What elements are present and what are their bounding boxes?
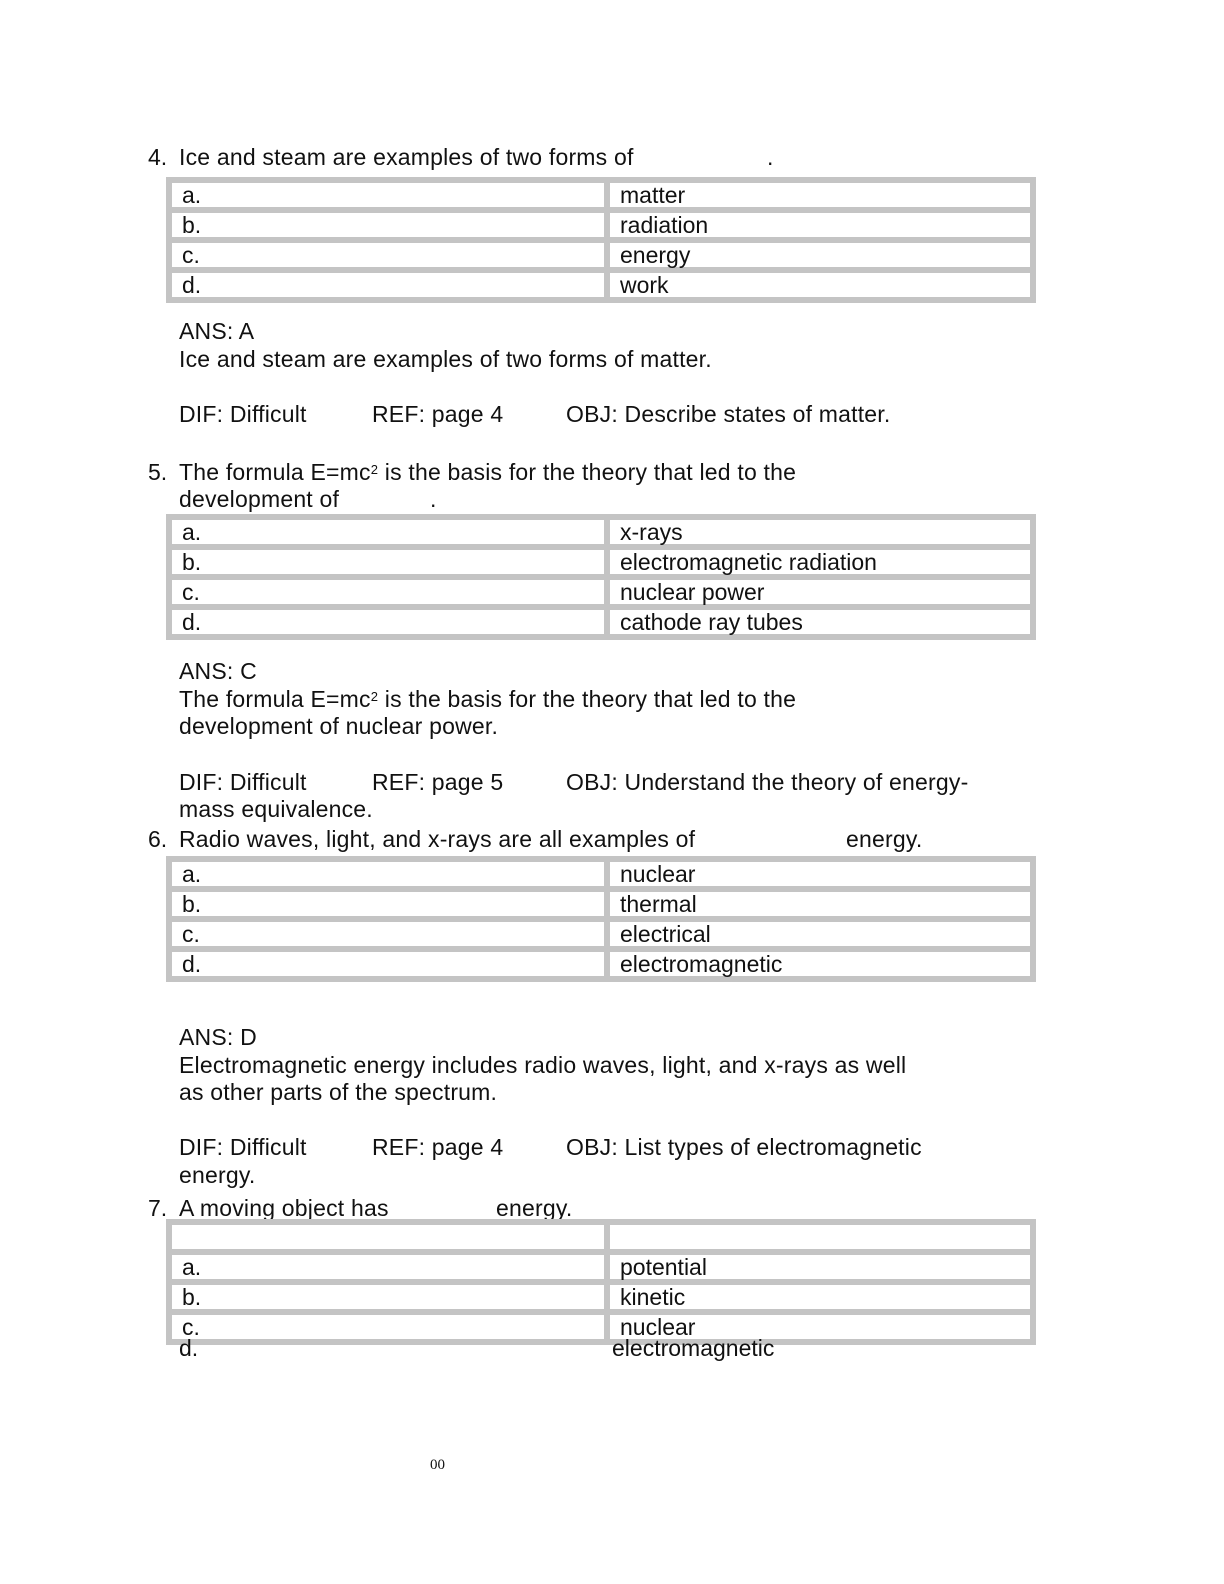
choice-letter: a. [169, 517, 607, 547]
page-reference: REF: page 4 [372, 1134, 504, 1160]
answer-key: ANS: C [179, 658, 257, 684]
choice-row [169, 949, 1033, 979]
choice-letter: b. [169, 889, 607, 919]
choice-row [169, 859, 1033, 889]
choice-row [169, 210, 1033, 240]
choice-row [169, 1312, 1033, 1342]
choice-text: potential [607, 1252, 1033, 1282]
question-stem-line2: development of [179, 486, 340, 512]
question-stem-end: . [767, 144, 774, 170]
choice-text: thermal [607, 889, 1033, 919]
choices-table [166, 1219, 1036, 1345]
choice-text: nuclear [607, 1312, 1033, 1342]
choice-text: nuclear [607, 859, 1033, 889]
objective: OBJ: Understand the theory of energy- [566, 769, 969, 795]
choice-row [169, 1252, 1033, 1282]
choice-row [169, 517, 1033, 547]
answer-explanation-line2: development of nuclear power. [179, 713, 499, 739]
choices-table [166, 856, 1036, 982]
choice-letter: b. [169, 1282, 607, 1312]
question-stem: Radio waves, light, and x-rays are all examples of [179, 826, 696, 852]
choice-text: nuclear power [607, 577, 1033, 607]
question-stem: Ice and steam are examples of two forms of [179, 144, 634, 170]
question-stem-end: energy. [496, 1195, 573, 1221]
answer-key: ANS: A [179, 318, 255, 344]
difficulty: DIF: Difficult [179, 401, 307, 427]
choice-letter: d. [179, 1335, 199, 1361]
choice-text: electrical [607, 919, 1033, 949]
answer-explanation: Electromagnetic energy includes radio waves, light, and x-rays as well [179, 1052, 907, 1078]
choice-text: matter [607, 180, 1033, 210]
question-stem: The formula $E=mc^2$ is the basis for the theory that led to the [179, 459, 797, 485]
choice-text: cathode ray tubes [607, 607, 1033, 637]
choice-row [169, 889, 1033, 919]
choice-letter: c. [169, 919, 607, 949]
choice-row [169, 607, 1033, 637]
answer-key: ANS: D [179, 1024, 257, 1050]
choice-row [169, 919, 1033, 949]
objective-line2: mass equivalence. [179, 796, 373, 822]
difficulty: DIF: Difficult [179, 769, 307, 795]
question-number: 7. [148, 1195, 168, 1221]
answer-explanation: Ice and steam are examples of two forms of matter. [179, 346, 712, 372]
choice-letter: d. [169, 607, 607, 637]
choice-letter: c. [169, 240, 607, 270]
choice-text: electromagnetic [607, 949, 1033, 979]
page-reference: REF: page 4 [372, 401, 504, 427]
answer-explanation: The formula $E=mc^2$ is the basis for the theory that led to the [179, 686, 797, 712]
choice-letter: c. [169, 1312, 607, 1342]
difficulty: DIF: Difficult [179, 1134, 307, 1160]
choice-row [169, 547, 1033, 577]
choices-table [166, 514, 1036, 640]
choice-row [169, 180, 1033, 210]
choice-letter: a. [169, 180, 607, 210]
choice-row [169, 1282, 1033, 1312]
choice-letter: c. [169, 577, 607, 607]
choice-letter: a. [169, 859, 607, 889]
choice-row [169, 577, 1033, 607]
answer-explanation-line2: as other parts of the spectrum. [179, 1079, 498, 1105]
choice-text: radiation [607, 210, 1033, 240]
question-number: 6. [148, 826, 168, 852]
question-stem-end: . [430, 486, 437, 512]
choice-row [169, 270, 1033, 300]
choice-letter: b. [169, 547, 607, 577]
choice-letter: d. [169, 270, 607, 300]
choice-row-empty [169, 1222, 1033, 1252]
choice-text: electromagnetic radiation [607, 547, 1033, 577]
objective: OBJ: Describe states of matter. [566, 401, 891, 427]
choice-row [169, 240, 1033, 270]
question-number: 4. [148, 144, 168, 170]
choice-text: kinetic [607, 1282, 1033, 1312]
choice-text: electromagnetic [612, 1335, 775, 1361]
choices-table [166, 177, 1036, 303]
question-number: 5. [148, 459, 168, 485]
choice-letter: d. [169, 949, 607, 979]
page-reference: REF: page 5 [372, 769, 504, 795]
choice-letter: a. [169, 1252, 607, 1282]
question-stem: A moving object has [179, 1195, 389, 1221]
choice-letter: b. [169, 210, 607, 240]
objective: OBJ: List types of electromagnetic [566, 1134, 922, 1160]
choice-text: energy [607, 240, 1033, 270]
choice-text: x-rays [607, 517, 1033, 547]
choice-text: work [607, 270, 1033, 300]
objective-line2: energy. [179, 1162, 256, 1188]
page-number: 00 [430, 1457, 445, 1473]
question-stem-end: energy. [846, 826, 923, 852]
